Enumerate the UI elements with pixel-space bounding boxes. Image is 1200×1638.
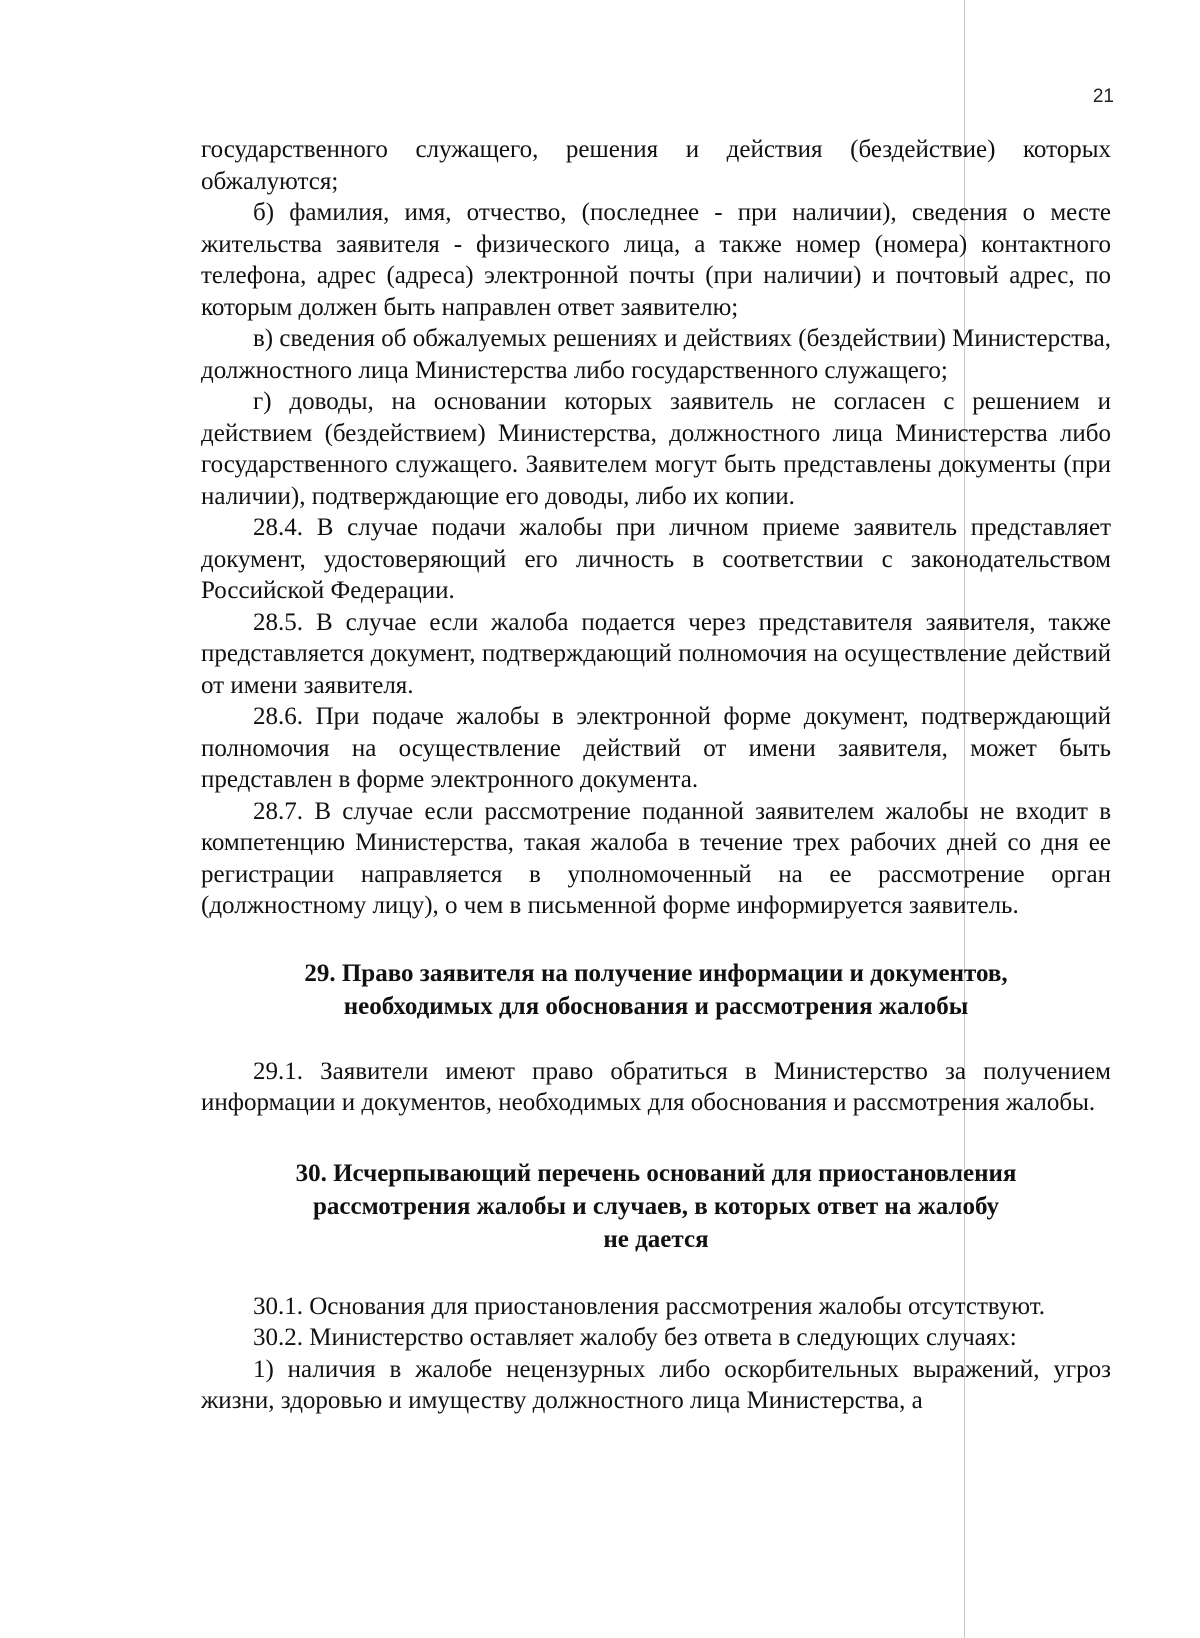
paragraph-item-g: г) доводы, на основании которых заявитель не согласен с решением и действием (бездействием) Министерства, должностного лица Министерства либо государственного служащего. Заявителем могут быть представлены документы (при наличии), подтверждающие его доводы, либо их копии. [201,388,1111,510]
section-30-heading-line-2: рассмотрения жалобы и случаев, в которых ответ на жалобу [312,1192,1000,1220]
paragraph-29-1: 29.1. Заявители имеют право обратиться в Министерство за получением информации и документов, необходимых для обоснования и рассмотрения жалобы. [201,1057,1111,1116]
paragraph-30-1: 30.1. Основания для приостановления рассмотрения жалобы отсутствуют. [253,1292,1045,1320]
paragraph-30-2: 30.2. Министерство оставляет жалобу без ответа в следующих случаях: [253,1324,1017,1351]
paragraph-30-2-item-1: 1) наличия в жалобе нецензурных либо оскорбительных выражений, угроз жизни, здоровью и имуществу должностного лица Министерства, а [201,1355,1111,1414]
page-number: 21 [1092,86,1114,107]
paragraph-item-b: б) фамилия, имя, отчество, (последнее - при наличии), сведения о месте жительства заявителя - физического лица, а также номер (номера) контактного телефона, адрес (адреса) электронной почты (при наличии) и почтовый адрес, по которым должен быть направлен ответ заявителю; [201,199,1111,321]
section-29-heading-line-1: 29. Право заявителя на получение информации и документов, [304,959,1008,987]
paragraph-28-6: 28.6. При подаче жалобы в электронной форме документ, подтверждающий полномочия на осуществление действий от имени заявителя, может быть представлен в форме электронного документа. [201,703,1111,793]
section-30-heading [201,1157,1111,1256]
section-30-heading-line-3: не дается [603,1225,709,1253]
paragraph-28-7: 28.7. В случае если рассмотрение поданной заявителем жалобы не входит в компетенцию Министерства, такая жалоба в течение трех рабочих дней со дня ее регистрации направляется в уполномоченный на ее рассмотрение орган (должностному лицу), о чем в письменной форме информируется заявитель. [201,797,1111,919]
section-29-heading [201,957,1111,1023]
document-body [201,134,1111,1417]
section-29-heading-line-2: необходимых для обоснования и рассмотрения жалобы [343,992,969,1020]
paragraph-item-v: в) сведения об обжалуемых решениях и действиях (бездействии) Министерства, должностного лица Министерства либо государственного служащего; [201,325,1111,384]
section-30-heading-line-1: 30. Исчерпывающий перечень оснований для приостановления [295,1159,1017,1187]
paragraph-28-4: 28.4. В случае подачи жалобы при личном приеме заявитель представляет документ, удостоверяющий его личность в соответствии с законодательством Российской Федерации. [201,514,1111,604]
paragraph-continuation: государственного служащего, решения и действия (бездействие) которых обжалуются; [201,136,1111,195]
paragraph-28-5: 28.5. В случае если жалоба подается через представителя заявителя, также представляется документ, подтверждающий полномочия на осуществление действий от имени заявителя. [201,608,1111,699]
